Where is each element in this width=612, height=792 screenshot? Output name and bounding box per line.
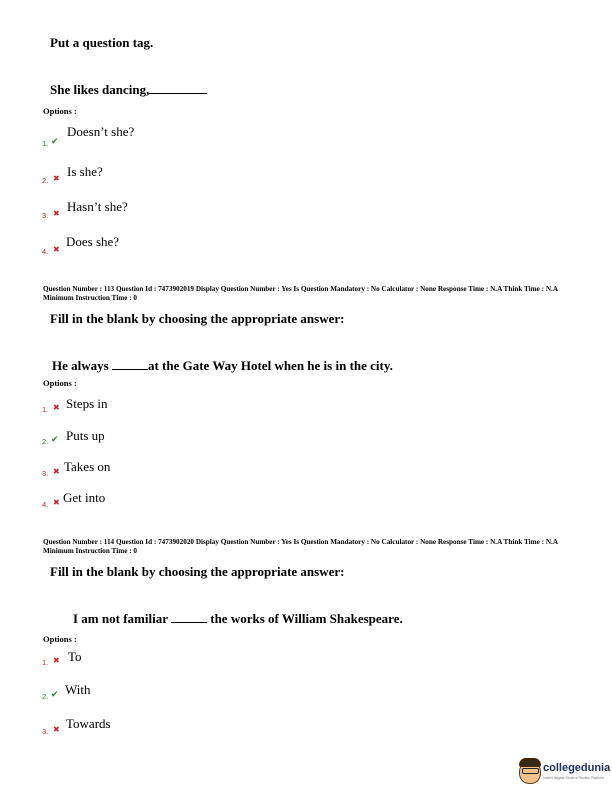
mascot-hair-icon [519,758,541,767]
option-text: With [65,682,91,697]
option-text: Doesn’t she? [67,124,135,139]
option-number: 3. [42,211,49,220]
wrong-cross-icon: ✖ [53,725,60,734]
option-text: Takes on [64,459,111,474]
option-text: Towards [66,716,111,731]
option-number: 1. [42,139,49,148]
option-text: Hasn’t she? [67,199,128,214]
option-text: Does she? [66,234,120,249]
answer-blank [112,369,148,370]
wrong-cross-icon: ✖ [53,245,60,254]
option-number: 3. [42,727,49,736]
sentence-part-before: He always [52,358,112,373]
wrong-cross-icon: ✖ [53,209,60,218]
option-number: 2. [42,692,49,701]
wrong-cross-icon: ✖ [53,174,60,183]
question-112-heading: Put a question tag. [50,35,154,50]
sentence-part-before: I am not familiar [73,611,171,626]
options-label: Options : [43,106,77,116]
option-text: Steps in [66,396,108,411]
answer-blank [149,93,207,94]
collegedunia-logo [519,758,612,786]
question-113-sentence [52,358,393,374]
option-number: 1. [42,405,49,414]
question-112-sentence [50,82,207,98]
option-number: 1. [42,658,49,667]
question-113-metadata: Question Number : 113 Question Id : 7473902019 Display Question Number : Yes Is Question Mandatory : No Calculator : None Response Time : N.A Think Time : N.A Minimum Instruction Time : 0 [43,285,558,302]
question-112-sentence-text: She likes dancing, [50,82,150,97]
option-text: To [68,649,82,664]
correct-check-icon: ✔ [51,690,59,700]
options-label: Options : [43,378,77,388]
wrong-cross-icon: ✖ [53,403,60,412]
option-number: 2. [42,176,49,185]
correct-check-icon: ✔ [51,137,59,147]
question-113-heading: Fill in the blank by choosing the appropriate answer: [50,311,345,326]
option-number: 4. [42,500,49,509]
logo-brand-text: collegedunia [543,762,611,774]
correct-check-icon: ✔ [51,435,59,445]
wrong-cross-icon: ✖ [53,467,60,476]
question-114-heading: Fill in the blank by choosing the appropriate answer: [50,564,345,579]
wrong-cross-icon: ✖ [53,656,60,665]
option-number: 3. [42,469,49,478]
options-label: Options : [43,634,77,644]
logo-tagline: India's largest Student Review Platform [543,776,604,780]
answer-blank [171,622,207,623]
question-114-metadata: Question Number : 114 Question Id : 7473902020 Display Question Number : Yes Is Question Mandatory : No Calculator : None Response Time : N.A Think Time : N.A Minimum Instruction Time : 0 [43,538,558,555]
mascot-glasses-icon [522,768,539,774]
sentence-part-after: the works of William Shakespeare. [206,611,403,626]
wrong-cross-icon: ✖ [53,498,60,507]
option-number: 2. [42,437,49,446]
sentence-part-after: at the Gate Way Hotel when he is in the city. [147,358,393,373]
option-number: 4. [42,247,49,256]
option-text: Puts up [66,428,105,443]
question-114-sentence [73,611,403,627]
option-text: Is she? [67,164,103,179]
option-text: Get into [63,490,106,505]
